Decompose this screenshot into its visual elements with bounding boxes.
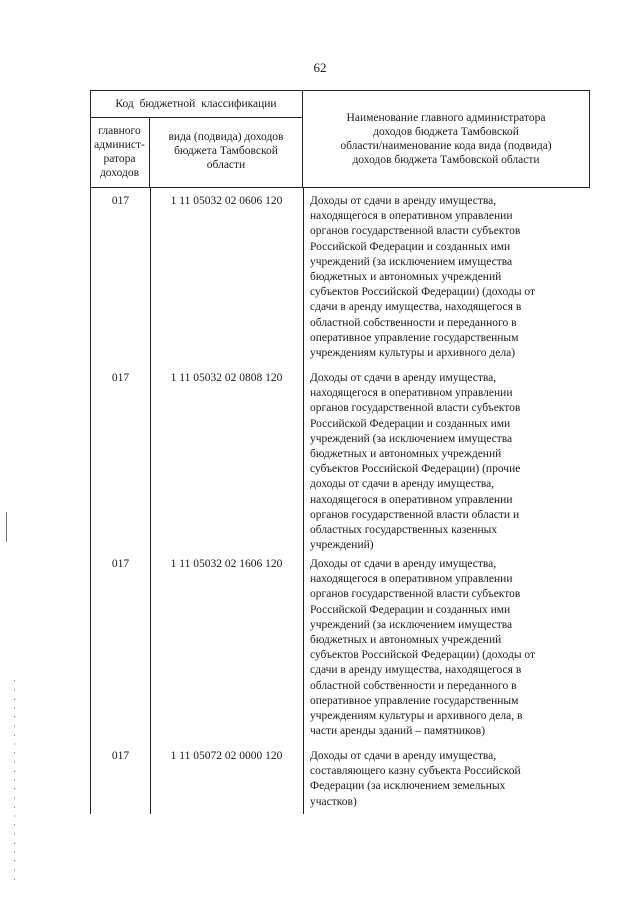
scan-edge-dots <box>14 680 15 880</box>
admin-code: 017 <box>111 372 130 384</box>
header-group-title: Код бюджетной классификации <box>115 98 277 110</box>
table-row <box>91 365 590 551</box>
income-description: Доходы от сдачи в аренду имущества, находящегося в оперативном управлении органов государственной власти субъектов Российской Федерации и созданных ими учреждений (за исключением имущества бюджетных и автономных учреждений субъектов Российской Федерации) (прочие доходы от сдачи в аренду имущества, находящегося в оперативном управлении органов государственной власти области и областных государственных казенных учреждений) <box>310 372 521 552</box>
scan-edge-mark <box>6 512 7 542</box>
header-col-code: вида (подвида) доходов бюджета Тамбовской области <box>168 131 284 171</box>
budget-code: 1 11 05032 02 1606 120 <box>170 558 283 570</box>
income-description: Доходы от сдачи в аренду имущества, находящегося в оперативном управлении органов государственной власти субъектов Российской Федерации и созданных ими учреждений (за исключением имущества бюджетных и автономных учреждений субъектов Российской Федерации) (доходы от сдачи в аренду имущества, находящегося в областной собственности и переданного в оперативное управление государственным учреждениям культуры и архивного дела) <box>310 195 536 360</box>
budget-classification-table <box>90 90 590 814</box>
income-description: Доходы от сдачи в аренду имущества, составляющего казну субъекта Российской Федерации (за исключением земельных участков) <box>310 750 521 808</box>
admin-code: 017 <box>111 750 130 762</box>
table-body <box>90 188 590 814</box>
admin-code: 017 <box>111 558 130 570</box>
table-header <box>90 90 590 188</box>
income-description: Доходы от сдачи в аренду имущества, находящегося в оперативном управлении органов государственной власти субъектов Российской Федерации и созданных ими учреждений (за исключением имущества бюджетных и автономных учреждений субъектов Российской Федерации) (доходы от сдачи в аренду имущества, находящегося в областной собственности и переданного в оперативное управление государственным учреждениям культуры и архивного дела, в части аренды зданий – памятников) <box>310 558 536 738</box>
budget-code: 1 11 05032 02 0606 120 <box>170 195 283 207</box>
budget-code: 1 11 05032 02 0808 120 <box>170 372 283 384</box>
table-row <box>91 551 590 743</box>
header-col-name: Наименование главного администратора доходов бюджета Тамбовской области/наименование кода вида (подвида) доходов бюджета Тамбовской области <box>340 112 552 166</box>
table-row <box>91 188 590 365</box>
page-number: 62 <box>313 60 327 75</box>
header-col-admin: главного админист- ратора доходов <box>94 125 145 179</box>
budget-code: 1 11 05072 02 0000 120 <box>170 750 283 762</box>
admin-code: 017 <box>111 195 130 207</box>
table-row <box>91 743 590 814</box>
